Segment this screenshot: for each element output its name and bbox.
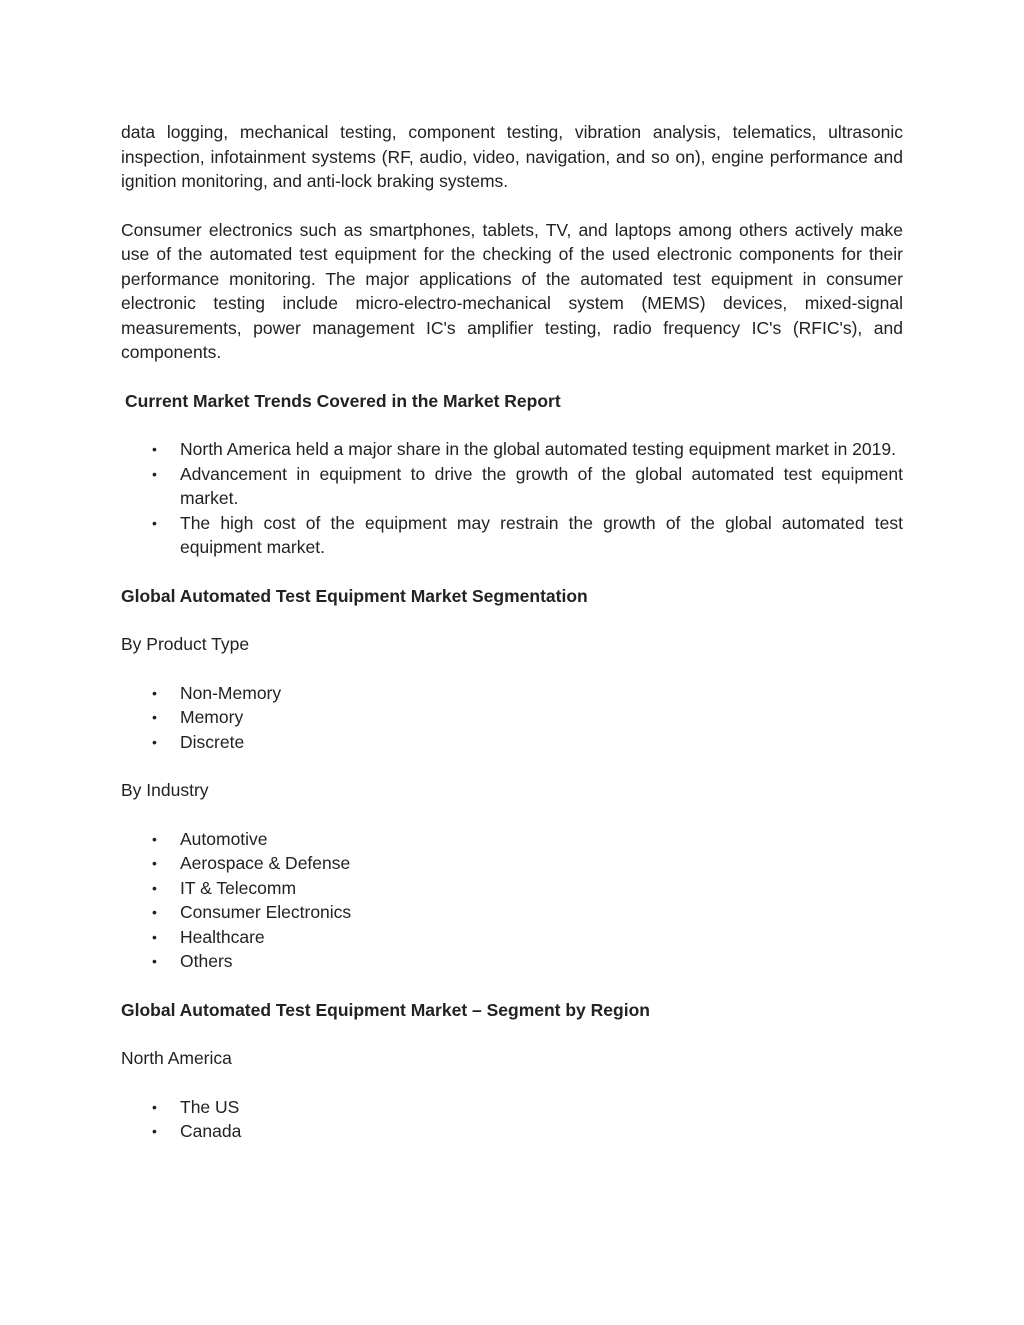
bullet-icon: • xyxy=(152,830,157,847)
product-type-label: By Product Type xyxy=(121,634,250,654)
list-item: • IT & Telecomm xyxy=(121,876,903,901)
list-item: • Aerospace & Defense xyxy=(121,851,903,876)
document-page xyxy=(121,120,903,1168)
bullet-icon: • xyxy=(152,514,157,531)
industry-list xyxy=(121,827,903,974)
intro-paragraph: data logging, mechanical testing, component testing, vibration analysis, telematics, ultrasonic inspection, infotainment systems (RF, audio, video, navigation, and so on), engine performance and ignition monitoring, and anti-lock braking systems. xyxy=(121,122,903,191)
bullet-icon: • xyxy=(152,709,157,725)
bullet-icon: • xyxy=(152,684,157,701)
list-item: • Memory xyxy=(121,705,903,730)
list-item: • Consumer Electronics xyxy=(121,900,903,925)
list-item: • Non-Memory xyxy=(121,681,903,706)
bullet-icon: • xyxy=(152,855,157,871)
list-item: • Canada xyxy=(121,1119,903,1144)
bullet-icon: • xyxy=(152,465,157,482)
north-america-list xyxy=(121,1095,903,1144)
bullet-icon: • xyxy=(152,733,157,750)
bullet-icon: • xyxy=(152,953,157,969)
list-item: • Automotive xyxy=(121,827,903,852)
list-item: • The US xyxy=(121,1095,903,1120)
bullet-icon: • xyxy=(152,441,157,457)
bullet-icon: • xyxy=(152,1123,157,1139)
list-item: • Others xyxy=(121,949,903,974)
bullet-icon: • xyxy=(152,879,157,896)
list-item: • Healthcare xyxy=(121,925,903,950)
trends-list xyxy=(121,437,903,560)
product-type-list xyxy=(121,681,903,755)
bullet-icon: • xyxy=(152,1098,157,1115)
segmentation-heading: Global Automated Test Equipment Market Segmentation xyxy=(121,585,588,606)
consumer-electronics-paragraph: Consumer electronics such as smartphones, tablets, TV, and laptops among others actively make use of the automated test equipment for the checking of the used electronic components for their performance monitoring. The major applications of the automated test equipment in consumer electronic testing include micro-electro-mechanical system (MEMS) devices, mixed-signal measurements, power management IC's amplifier testing, radio frequency IC's (RFIC's), and components. xyxy=(121,219,903,362)
list-item: • North America held a major share in the global automated testing equipment market in 2019. xyxy=(121,437,903,462)
list-item: • Advancement in equipment to drive the growth of the global automated test equipment market. xyxy=(152,463,903,508)
list-item: • Discrete xyxy=(121,730,903,755)
industry-label: By Industry xyxy=(121,780,209,800)
bullet-icon: • xyxy=(152,928,157,945)
trends-heading: Current Market Trends Covered in the Market Report xyxy=(125,390,561,411)
north-america-label: North America xyxy=(121,1048,232,1068)
bullet-icon: • xyxy=(152,904,157,920)
region-heading: Global Automated Test Equipment Market – Segment by Region xyxy=(121,999,650,1020)
list-item: • The high cost of the equipment may restrain the growth of the global automated test equipment market. xyxy=(152,512,903,557)
